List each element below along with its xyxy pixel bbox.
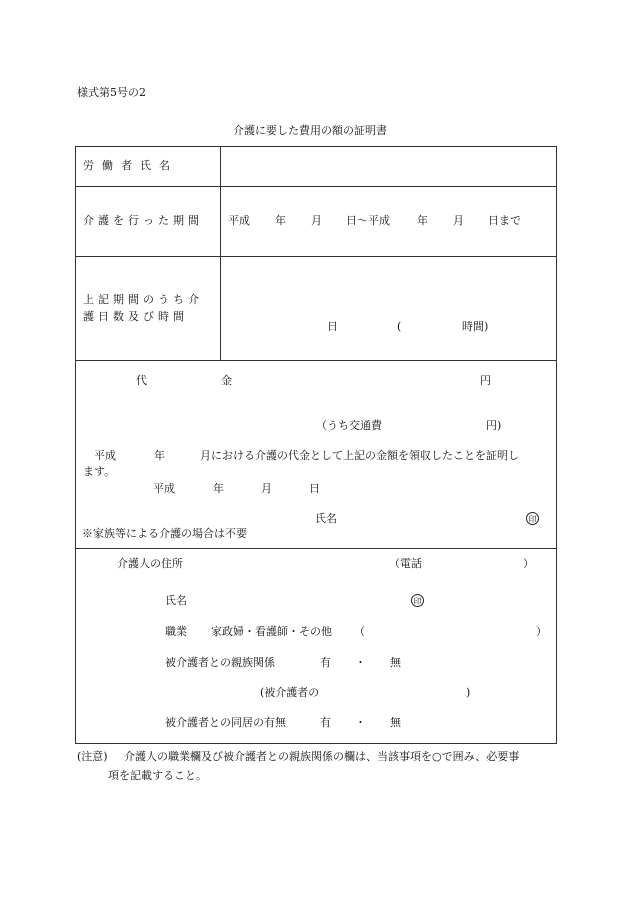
caregiver-occupation-open: （	[354, 625, 365, 638]
relation-detail-open: (被介護者の	[260, 686, 320, 699]
care-hours-unit: 時間)	[462, 320, 489, 333]
relation-no[interactable]: 無	[390, 656, 401, 669]
fee-label-2: 金	[221, 374, 232, 387]
period-month-end: 月	[453, 214, 464, 227]
form-title: 介護に要した費用の額の証明書	[233, 124, 387, 137]
cert-date-month: 月	[261, 482, 272, 495]
caregiver-occupation-label: 職業	[165, 625, 187, 638]
cohabit-dot: ・	[355, 716, 366, 729]
relation-dot: ・	[355, 656, 366, 669]
care-days-label-line2: 護日数及び時間	[83, 310, 188, 323]
care-period-label: 介護を行った期間	[83, 214, 203, 227]
caregiver-phone-close: ）	[523, 557, 534, 570]
note-prefix: (注意)	[77, 750, 108, 763]
cohabit-yes[interactable]: 有	[320, 716, 331, 729]
worker-name-label: 労働者氏名	[83, 159, 178, 172]
caregiver-phone-label: （電話	[389, 557, 422, 570]
cert-date-era: 平成	[153, 482, 175, 495]
transport-yen: 円)	[486, 419, 502, 432]
caregiver-seal-icon: 印	[411, 594, 424, 607]
cert-era: 平成	[94, 449, 116, 462]
form-number: 様式第5号の2	[77, 86, 146, 99]
caregiver-occupation-options[interactable]: 家政婦・看護師・その他	[211, 625, 332, 638]
family-care-note: ※家族等による介護の場合は不要	[82, 527, 247, 540]
care-hours-open: (	[397, 320, 402, 333]
worker-name-field[interactable]	[222, 148, 554, 184]
cert-statement-line2: ます。	[83, 465, 116, 478]
cert-statement-line1: 月における介護の代金として上記の金額を領収したことを証明し	[200, 449, 519, 462]
relation-yes[interactable]: 有	[320, 656, 331, 669]
period-day-start-era-end: 日〜平成	[346, 214, 390, 227]
cohabit-label: 被介護者との同居の有無	[165, 716, 286, 729]
period-era-start: 平成	[228, 214, 250, 227]
caregiver-name-label: 氏名	[165, 594, 187, 607]
caregiver-occupation-close: ）	[536, 625, 547, 638]
care-days-unit: 日	[327, 320, 338, 333]
period-month-start: 月	[311, 214, 322, 227]
caregiver-address-label: 介護人の住所	[117, 557, 183, 570]
period-year-end: 年	[417, 214, 428, 227]
cert-date-day: 日	[309, 482, 320, 495]
relation-detail-close: )	[466, 686, 471, 699]
certifier-name-label: 氏名	[315, 512, 337, 525]
period-year-start: 年	[275, 214, 286, 227]
cert-date-year: 年	[213, 482, 224, 495]
period-day-end: 日まで	[488, 214, 521, 227]
fee-yen: 円	[480, 374, 491, 387]
cohabit-no[interactable]: 無	[390, 716, 401, 729]
certifier-seal-icon: 印	[526, 512, 539, 525]
relation-label: 被介護者との親族関係	[165, 656, 275, 669]
note-line1: 介護人の職業欄及び被介護者との親族関係の欄は、当該事項を○で囲み、必要事	[124, 750, 520, 763]
cert-year: 年	[154, 449, 165, 462]
fee-label-1: 代	[136, 374, 147, 387]
note-line2: 項を記載すること。	[108, 769, 207, 782]
care-days-label-line1: 上記期間のうち介	[83, 293, 203, 306]
transport-label: （うち交通費	[316, 419, 382, 432]
